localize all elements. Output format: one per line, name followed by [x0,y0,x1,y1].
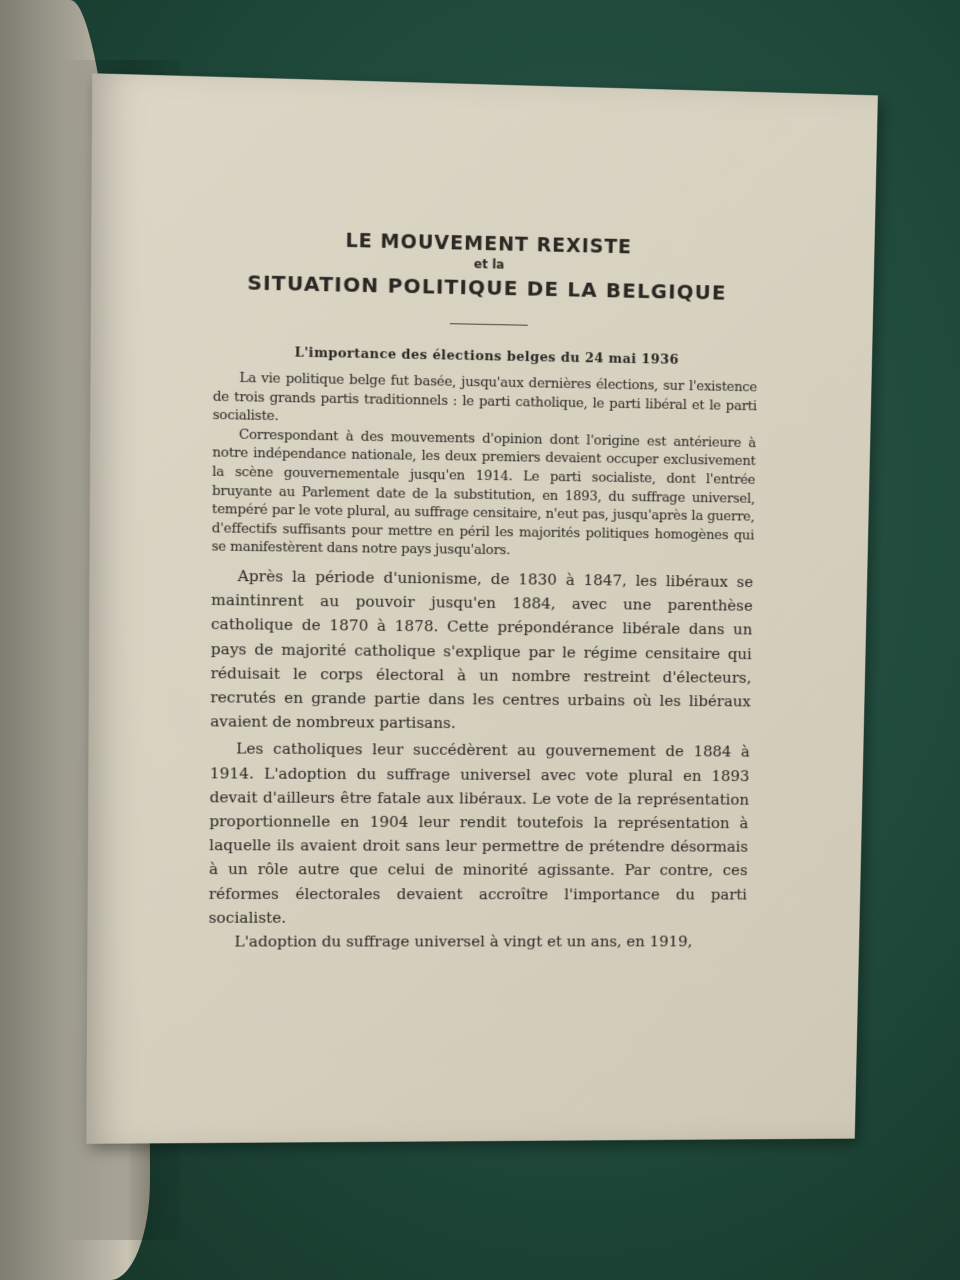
paragraph-3: Après la période d'unionisme, de 1830 à 1847, les libéraux se maintinrent au pouvoir jusqu'en 1884, avec une parenthèse catholique de 1870 à 1878. Cette prépondérance libérale dans un pays de majorité catholique s'explique par le régime censitaire qui réduisait le corps électoral à un nombre restreint d'électeurs, recrutés en grande partie dans les centres urbains où les libéraux avaient de nombreux partisans. [210,566,754,733]
paragraph-5: L'adoption du suffrage universel à vingt et un ans, en 1919, [234,932,693,951]
title-divider-rule [449,323,527,326]
title-line-2: SITUATION POLITIQUE DE LA BELGIQUE [247,270,727,305]
section-heading: L'importance des élections belges du 24 mai 1936 [294,345,679,368]
paragraph-2: Correspondant à des mouvements d'opinion dont l'origine est antérieure à notre indépendance nationale, les deux premiers devaient occuper exclusivement la scène gouvernementale jusqu'en 1914. Le parti socialiste, dont l'entrée bruyante au Parlement date de la substitution, en 1893, du suffrage universel, tempéré par le vote plural, au suffrage censitaire, n'eut pas, jusqu'après la guerre, d'effectifs suffisants pour mettre en péril les majorités politiques homogènes qui se manifestèrent dans notre pays jusqu'alors. [211,427,757,559]
book-page [86,73,878,1144]
paragraph-4: Les catholiques leur succédèrent au gouvernement de 1884 à 1914. L'adoption du suffrage universel avec vote plural en 1893 devait d'ailleurs être fatale aux libéraux. Le vote de la représentation proportionnelle en 1904 leur rendit toutefois la représentation à laquelle ils avaient droit sans leur permettre de prétendre désormais à un rôle autre que celui de minorité agissante. Par contre, ces réformes électorales devaient accroître l'importance du parti socialiste. [208,739,751,927]
paragraph-1: La vie politique belge fut basée, jusqu'aux dernières élections, sur l'existence de trois grands partis traditionnels : le parti catholique, le parti libéral et le parti socialiste. [212,370,758,425]
title-conjunction: et la [473,256,505,272]
page-text-block [208,220,760,953]
title-line-1: LE MOUVEMENT REXISTE [345,229,633,259]
